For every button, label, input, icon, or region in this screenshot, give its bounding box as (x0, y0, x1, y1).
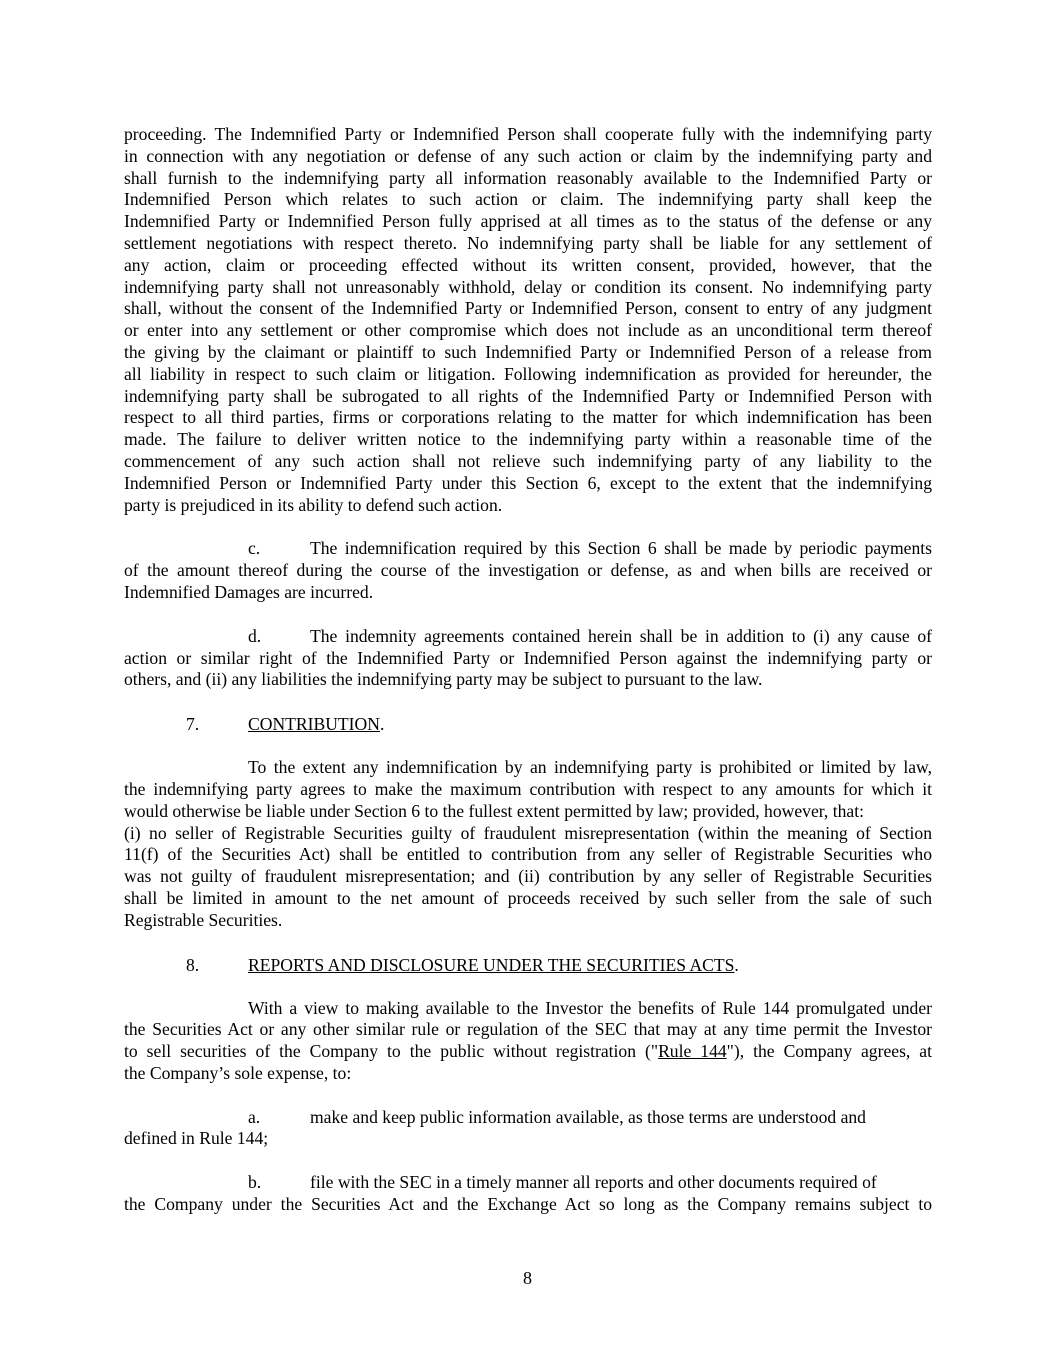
section-8-title: REPORTS AND DISCLOSURE UNDER THE SECURITIES ACTS (248, 954, 735, 975)
item-d-first-line (124, 626, 932, 648)
text-line: the Securities Act or any other similar rule or regulation of the SEC that may at any time permit the Investor (124, 1019, 932, 1040)
page-number: 8 (523, 1268, 532, 1288)
section-8-heading (124, 954, 932, 976)
item-d-paragraph (124, 626, 932, 691)
contribution-paragraph (124, 757, 932, 931)
item-c-text: The indemnification required by this Section 6 shall be made by periodic payments (310, 538, 932, 559)
text-line: Indemnified Party or Indemnified Person fully apprised at all times as to the status of the defense or any (124, 211, 932, 232)
text-line: the Company’s sole expense, to: (124, 1062, 352, 1083)
text-line: indemnifying party shall be subrogated to all rights of the Indemnified Party or Indemnified Person with (124, 385, 932, 406)
text-line: the indemnifying party agrees to make the maximum contribution with respect to any amounts for which it (124, 778, 932, 799)
item-b-first-line (124, 1172, 932, 1194)
text-line: proceeding. The Indemnified Party or Indemnified Person shall cooperate fully with the indemnifying party (124, 124, 932, 144)
text-line: would otherwise be liable under Section 6 to the fullest extent permitted by law; provided, however, that: (124, 800, 864, 821)
text-line: (i) no seller of Registrable Securities guilty of fraudulent misrepresentation (within the meaning of Section (124, 822, 932, 843)
text-line: or enter into any settlement or other compromise which does not include as an unconditional term thereof (124, 320, 932, 341)
text-line: was not guilty of fraudulent misrepresentation; and (ii) contribution by any seller of Registrable Securities (124, 866, 932, 887)
text-line: settlement negotiations with respect thereto. No indemnifying party shall be liable for any settlement of (124, 232, 932, 253)
item-d-text: The indemnity agreements contained herein shall be in addition to (i) any cause of (310, 625, 932, 646)
text-line: Indemnified Person which relates to such action or claim. The indemnifying party shall keep the (124, 189, 932, 210)
item-c-first-line (124, 538, 932, 560)
text-line: respect to all third parties, firms or corporations relating to the matter for which indemnification has been (124, 407, 932, 428)
text-line: With a view to making available to the Investor the benefits of Rule 144 promulgated under (248, 997, 932, 1018)
item-a-text: make and keep public information available, as those terms are understood and (310, 1106, 866, 1127)
paragraph-indemnification-procedure (124, 124, 932, 516)
section-7-number: 7. (186, 714, 200, 735)
item-a-label: a. (248, 1106, 261, 1127)
text-line: indemnifying party shall not unreasonably withhold, delay or condition its consent. No indemnifying party (124, 276, 932, 297)
section-7-title: CONTRIBUTION (248, 714, 380, 735)
text-line: others, and (ii) any liabilities the indemnifying party may be subject to pursuant to the law. (124, 669, 763, 690)
text-line: the giving by the claimant or plaintiff to such Indemnified Party or Indemnified Person of a release from (124, 341, 932, 362)
text-line: Indemnified Person or Indemnified Party under this Section 6, except to the extent that the indemnifying (124, 472, 932, 493)
section-7-trail: . (379, 714, 385, 735)
text-line: action or similar right of the Indemnified Party or Indemnified Person against the indemnifying party or (124, 647, 932, 668)
text-fragment: to sell securities of the Company to the public without registration (" (124, 1041, 659, 1062)
text-line: commencement of any such action shall not relieve such indemnifying party of any liability to the (124, 450, 932, 471)
section-7-heading (124, 713, 932, 735)
text-line: of the amount thereof during the course of the investigation or defense, as and when bills are received or (124, 560, 932, 581)
text-line: shall, without the consent of the Indemnified Party or Indemnified Person, consent to entry of any judgment (124, 298, 932, 319)
text-line: shall furnish to the indemnifying party all information reasonably available to the Indemnified Party or (124, 167, 932, 188)
text-line: party is prejudiced in its ability to defend such action. (124, 494, 503, 515)
item-b-paragraph (124, 1172, 932, 1216)
text-line: defined in Rule 144; (124, 1128, 269, 1149)
item-d-label: d. (248, 625, 262, 646)
document-body (124, 124, 932, 1216)
item-c-label: c. (248, 538, 261, 559)
section-8-number: 8. (186, 954, 200, 975)
text-line: any action, claim or proceeding effected without its written consent, provided, however, that the (124, 254, 932, 275)
text-line: To the extent any indemnification by an indemnifying party is prohibited or limited by law, (248, 757, 932, 778)
item-c-paragraph (124, 538, 932, 603)
rule-144-term: Rule 144 (658, 1041, 727, 1062)
text-line: the Company under the Securities Act and the Exchange Act so long as the Company remains subject to (124, 1194, 932, 1215)
reports-paragraph (124, 998, 932, 1085)
text-fragment: "), the Company agrees, at (726, 1041, 932, 1062)
item-b-text: file with the SEC in a timely manner all reports and other documents required of (310, 1172, 877, 1193)
item-a-paragraph (124, 1107, 932, 1151)
text-line: made. The failure to deliver written notice to the indemnifying party within a reasonable time of the (124, 429, 932, 450)
text-line: in connection with any negotiation or defense of any such action or claim by the indemnifying party and (124, 145, 932, 166)
item-a-first-line (124, 1107, 932, 1129)
text-line (124, 1041, 932, 1063)
item-b-label: b. (248, 1172, 262, 1193)
text-line: shall be limited in amount to the net amount of proceeds received by such seller from the sale of such (124, 887, 932, 908)
text-line: Registrable Securities. (124, 909, 283, 930)
text-line: all liability in respect to such claim or litigation. Following indemnification as provided for hereunder, the (124, 363, 932, 384)
section-8-trail: . (734, 954, 739, 975)
text-line: Indemnified Damages are incurred. (124, 581, 374, 602)
text-line: 11(f) of the Securities Act) shall be entitled to contribution from any seller of Registrable Securities who (124, 844, 932, 865)
